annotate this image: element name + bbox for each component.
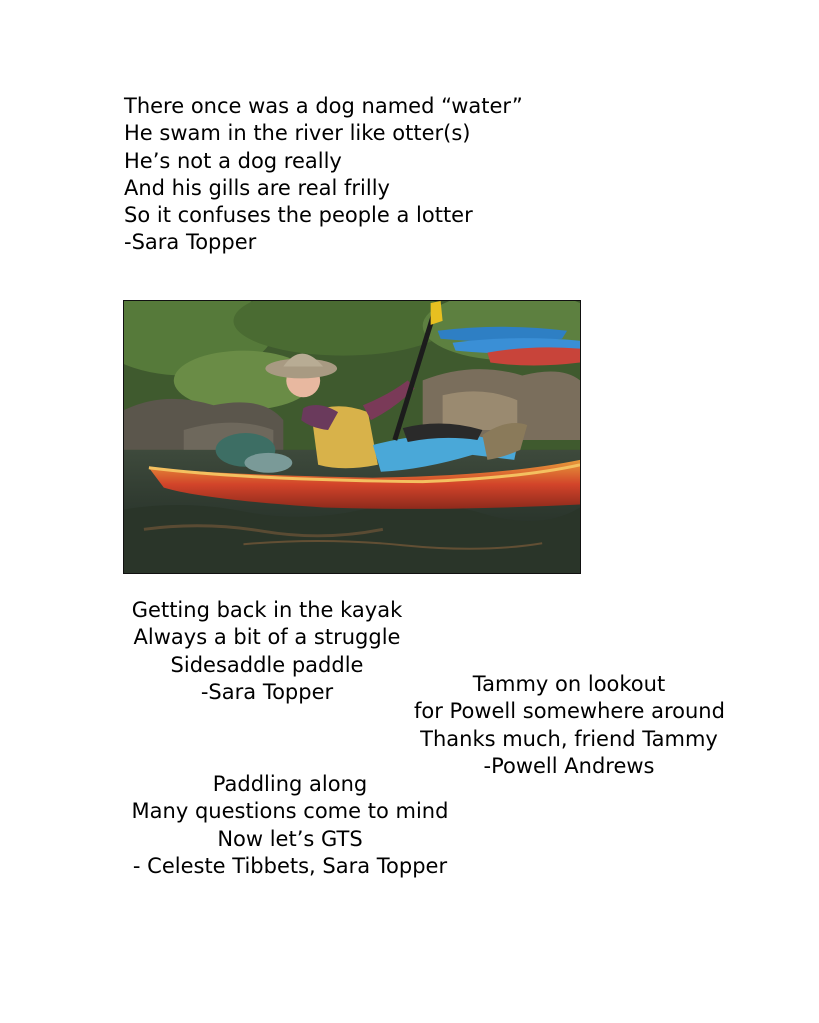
poem-line: Always a bit of a struggle [133, 625, 401, 650]
poem-line: There once was a dog named “water” [124, 94, 523, 118]
poem-line: So it confuses the people a lotter [124, 203, 473, 228]
kayak-photo [123, 300, 581, 574]
poem-author: -Sara Topper [200, 679, 334, 704]
kayak-haiku [124, 597, 410, 706]
poem-line: Now let’s GTS [217, 826, 363, 851]
poem-line: He swam in the river like otter(s) [124, 121, 471, 146]
poem-line: Many questions come to mind [131, 799, 449, 824]
poem-line: Getting back in the kayak [131, 598, 403, 622]
limerick-poem [124, 93, 523, 257]
poem-line: Tammy on lookout [472, 672, 666, 696]
poem-line: And his gills are real frilly [124, 175, 390, 200]
kayak-photo-illustration [124, 301, 580, 573]
poem-author: -Powell Andrews [483, 753, 655, 778]
poem-line: Thanks much, friend Tammy [420, 726, 718, 751]
tammy-haiku [414, 671, 724, 780]
poem-line: He’s not a dog really [124, 148, 342, 173]
poem-line: for Powell somewhere around [414, 699, 725, 724]
poem-line: Sidesaddle paddle [170, 652, 364, 677]
poem-line: Paddling along [212, 772, 368, 796]
poem-author: -Sara Topper [124, 230, 257, 255]
poem-author: - Celeste Tibbets, Sara Topper [132, 853, 448, 878]
paddling-haiku [122, 771, 458, 880]
